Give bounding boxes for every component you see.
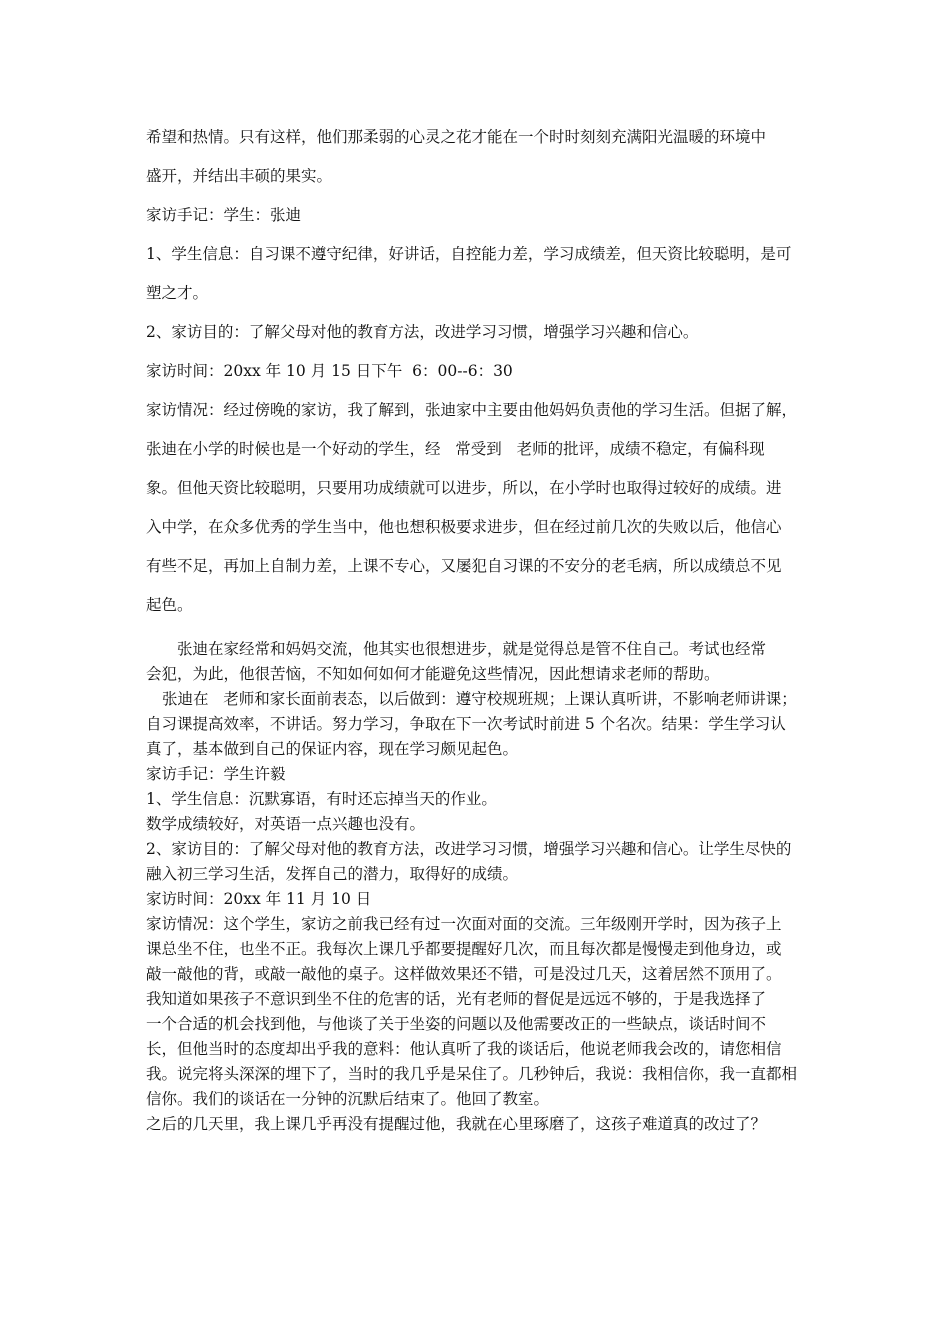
text-line: 家访时间：20xx 年 11 月 10 日 — [146, 890, 372, 908]
text-line: 一个合适的机会找到他，与他谈了关于坐姿的问题以及他需要改正的一些缺点，谈话时间不 — [146, 1015, 767, 1033]
text-line: 张迪在小学的时候也是一个好动的学生，经 常受到 老师的批评，成绩不稳定，有偏科现 — [146, 440, 765, 458]
text-line: 信你。我们的谈话在一分钟的沉默后结束了。他回了教室。 — [146, 1090, 550, 1108]
section-heading: 家访手记：学生：张迪 — [146, 206, 302, 224]
text-line: 之后的几天里，我上课几乎再没有提醒过他，我就在心里琢磨了，这孩子难道真的改过了？ — [146, 1115, 767, 1133]
text-line: 塑之才。 — [146, 284, 209, 302]
text-line: 有些不足，再加上自制力差，上课不专心，又屡犯自习课的不安分的老毛病，所以成绩总不见 — [146, 557, 782, 575]
text-line: 家访情况：这个学生，家访之前我已经有过一次面对面的交流。三年级刚开学时，因为孩子上 — [146, 915, 782, 933]
text-line: 会犯，为此，他很苦恼，不知如何如何才能避免这些情况，因此想请求老师的帮助。 — [146, 665, 720, 683]
text-line: 起色。 — [146, 596, 193, 614]
loose-spaced-section — [146, 118, 818, 625]
text-line: 课总坐不住，也坐不正。我每次上课几乎都要提醒好几次，而且每次都是慢慢走到他身边，或 — [146, 940, 782, 958]
text-line: 数学成绩较好，对英语一点兴趣也没有。 — [146, 815, 426, 833]
text-line: 家访情况：经过傍晚的家访，我了解到，张迪家中主要由他妈妈负责他的学习生活。但据了解， — [146, 401, 798, 419]
section-heading: 家访手记：学生许毅 — [146, 765, 286, 783]
text-line: 1、学生信息：沉默寡语，有时还忘掉当天的作业。 — [146, 790, 497, 808]
text-line: 长，但他当时的态度却出乎我的意料：他认真听了我的谈话后，他说老师我会改的，请您相信 — [146, 1040, 782, 1058]
tight-spaced-section — [146, 637, 818, 1137]
text-line: 象。但他天资比较聪明，只要用功成绩就可以进步，所以，在小学时也取得过较好的成绩。进 — [146, 479, 782, 497]
text-line: 自习课提高效率，不讲话。努力学习，争取在下一次考试时前进 5 个名次。结果：学生学习认 — [146, 715, 786, 733]
text-line: 张迪在家经常和妈妈交流，他其实也很想进步，就是觉得总是管不住自己。考试也经常 — [177, 640, 767, 658]
text-line: 1、学生信息：自习课不遵守纪律，好讲话，自控能力差，学习成绩差，但天资比较聪明，是可 — [146, 245, 792, 263]
text-line: 我。说完将头深深的埋下了，当时的我几乎是呆住了。几秒钟后，我说：我相信你，我一直都相 — [146, 1065, 798, 1083]
text-line: 融入初三学习生活，发挥自己的潜力，取得好的成绩。 — [146, 865, 519, 883]
text-line: 2、家访目的：了解父母对他的教育方法，改进学习习惯，增强学习兴趣和信心。 — [146, 323, 699, 341]
text-line: 2、家访目的：了解父母对他的教育方法，改进学习习惯，增强学习兴趣和信心。让学生尽快的 — [146, 840, 792, 858]
text-line: 我知道如果孩子不意识到坐不住的危害的话，光有老师的督促是远远不够的，于是我选择了 — [146, 990, 767, 1008]
text-line: 敲一敲他的背，或敲一敲他的桌子。这样做效果还不错，可是没过几天，这着居然不顶用了。 — [146, 965, 782, 983]
text-line: 张迪在 老师和家长面前表态，以后做到：遵守校规班规；上课认真听讲，不影响老师讲课； — [162, 690, 797, 708]
text-line: 希望和热情。只有这样，他们那柔弱的心灵之花才能在一个时时刻刻充满阳光温暖的环境中 — [146, 128, 767, 146]
text-line: 真了，基本做到自己的保证内容，现在学习颇见起色。 — [146, 740, 519, 758]
document-page — [146, 118, 818, 1137]
text-line: 盛开，并结出丰硕的果实。 — [146, 167, 333, 185]
text-line: 家访时间：20xx 年 10 月 15 日下午 6：00--6：30 — [146, 362, 513, 380]
text-line: 入中学，在众多优秀的学生当中，他也想积极要求进步，但在经过前几次的失败以后，他信心 — [146, 518, 782, 536]
